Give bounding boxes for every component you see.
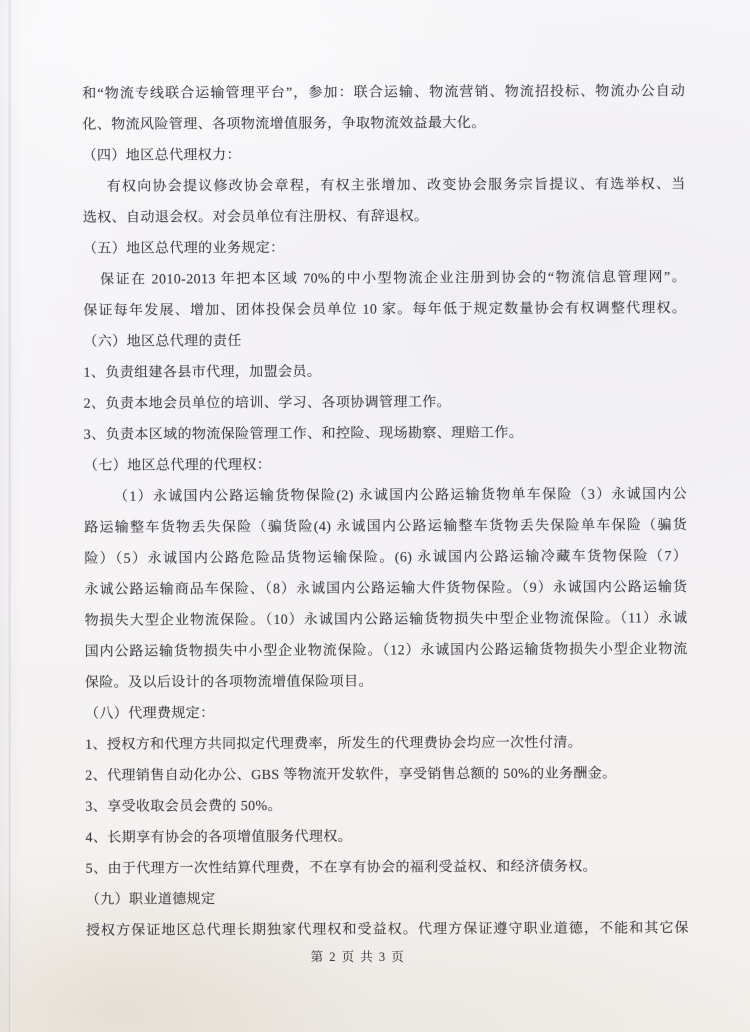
- text-line: （六）地区总代理的责任: [83, 334, 242, 350]
- text-line: 险）（5）永诚国内公路危险品货物运输保险。(6) 永诚国内公路运输冷藏车货物保险（7）: [84, 549, 688, 567]
- document-body: [82, 76, 689, 947]
- text-line: （九）职业道德规定: [85, 892, 216, 908]
- text-line: 路运输整车货物丢失保险（骗货险(4) 永诚国内公路运输整车货物丢失保险单车保险（骗货: [84, 518, 688, 536]
- page-footer: [0, 948, 733, 966]
- text-line: （四）地区总代理权力：: [82, 148, 241, 164]
- text-line: 和“物流专线联合运输管理平台”，参加：联合运输、物流营销、物流招投标、物流办公自动: [82, 84, 686, 102]
- page-number-text: 第 2 页 共 3 页: [310, 950, 406, 964]
- text-line: （八）代理费规定：: [84, 706, 215, 722]
- text-line: 4、长期享有协会的各项增值服务代理权。: [85, 829, 353, 846]
- text-line: 国内公路运输货物损失中小型企业物流保险。（12）永诚国内公路运输货物损失小型企业物流: [84, 642, 688, 660]
- text-line: （七）地区总代理的代理权：: [83, 457, 272, 474]
- text-line: 1、授权方和代理方共同拟定代理费率，所发生的代理费协会均应一次性付清。: [85, 735, 583, 753]
- text-line: 3、负责本区域的物流保险管理工作、和控险、现场勘察、理赔工作。: [83, 425, 524, 443]
- text-line: 3、享受收取会员会费的 50%。: [85, 798, 282, 815]
- text-line: 物损失大型企业物流保险。（10）永诚国内公路运输货物损失中型企业物流保险。（11）永诚: [84, 611, 688, 629]
- left-fold-crease: [8, 0, 12, 1032]
- text-line: 选权、自动退会权。对会员单位有注册权、有辞退权。: [82, 209, 429, 226]
- text-line: 化、物流风险管理、各项物流增值服务，争取物流效益最大化。: [82, 116, 486, 133]
- text-line: 2、代理销售自动化办公、GBS 等物流开发软件，享受销售总额的 50%的业务酬金。: [85, 766, 617, 784]
- text-line: 授权方保证地区总代理长期独家代理权和受益权。代理方保证遵守职业道德，不能和其它保: [85, 921, 689, 939]
- text-line: （1）永诚国内公路运输货物保险(2) 永诚国内公路运输货物单车保险（3）永诚国内公: [114, 487, 688, 505]
- text-line: （五）地区总代理的业务规定：: [82, 240, 285, 257]
- text-line: 2、负责本地会员单位的培训、学习、各项协调管理工作。: [83, 395, 452, 412]
- text-line: 5、由于代理方一次性结算代理费，不在享有协会的福利受益权、和经济债务权。: [85, 859, 598, 877]
- text-line: 保证在 2010-2013 年把本区域 70%的中小型物流企业注册到协会的“物流信息管理网”。: [100, 270, 687, 288]
- text-line: 永诚公路运输商品车保险、（8）永诚国内公路运输大件货物保险。（9）永诚国内公路运输货: [84, 580, 688, 598]
- text-line: 有权向协会提议修改协会章程，有权主张增加、改变协会服务宗旨提议、有选举权、当: [106, 177, 686, 195]
- text-line: 保证每年发展、增加、团体投保会员单位 10 家。每年低于规定数量协会有权调整代理权。: [83, 301, 687, 319]
- text-line: 1、负责组建各县市代理，加盟会员。: [83, 364, 322, 381]
- text-line: 保险。及以后设计的各项物流增值保险项目。: [84, 674, 373, 691]
